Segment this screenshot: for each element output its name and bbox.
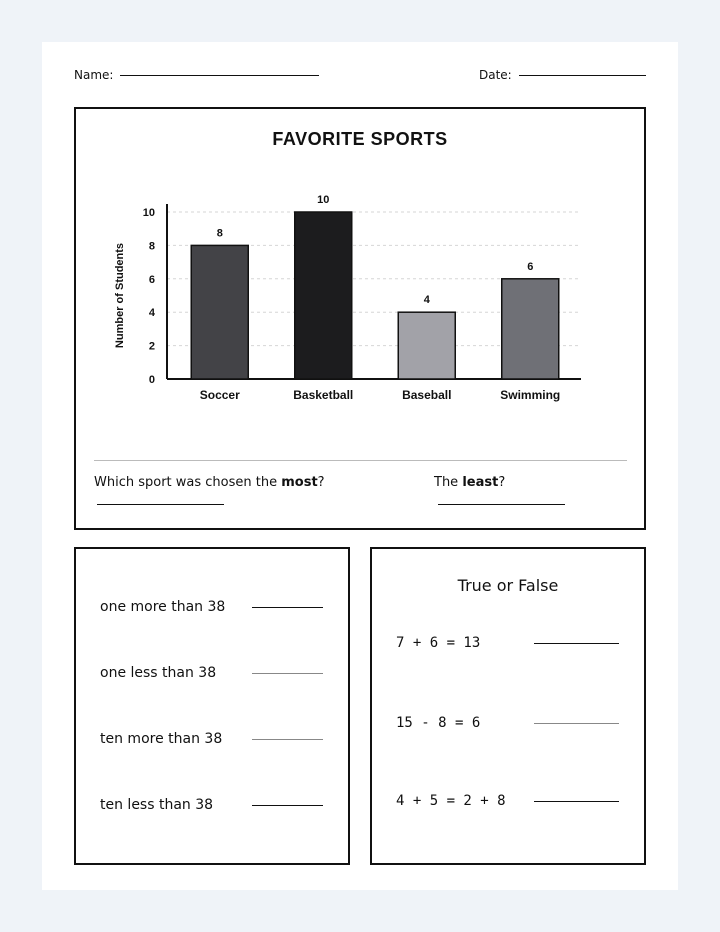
data-label-baseball: 4 <box>423 294 430 307</box>
date-label: Date: <box>479 68 512 82</box>
true-false-title: True or False <box>457 576 559 595</box>
y-tick-label: 0 <box>148 374 155 386</box>
name-line[interactable] <box>120 75 319 76</box>
answer-line-one-more[interactable] <box>252 607 323 608</box>
number-sense-panel <box>74 547 350 865</box>
answer-line-equation-2[interactable] <box>534 723 619 724</box>
bar-swimming <box>502 279 559 379</box>
name-label: Name: <box>74 68 114 82</box>
bar-basketball <box>295 212 352 379</box>
answer-line-ten-less[interactable] <box>252 805 323 806</box>
equation-2: 15 - 8 = 6 <box>396 715 481 731</box>
date-line[interactable] <box>519 75 646 76</box>
x-tick-label-baseball: Baseball <box>402 388 452 402</box>
bar-chart <box>76 109 644 454</box>
prompt-ten-more: ten more than 38 <box>100 731 223 747</box>
answer-line-ten-more[interactable] <box>252 739 323 740</box>
equation-3: 4 + 5 = 2 + 8 <box>396 793 506 809</box>
answer-line-one-less[interactable] <box>252 673 323 674</box>
y-tick-label: 6 <box>148 273 155 286</box>
bar-chart-panel <box>74 107 646 530</box>
answer-line-least[interactable] <box>438 504 565 505</box>
worksheet <box>42 42 678 890</box>
prompt-ten-less: ten less than 38 <box>100 797 214 813</box>
y-tick-label: 8 <box>148 240 155 253</box>
x-tick-label-soccer: Soccer <box>199 388 240 402</box>
bar-baseball <box>398 312 455 379</box>
answer-line-most[interactable] <box>97 504 224 505</box>
answer-line-equation-1[interactable] <box>534 643 619 644</box>
data-label-swimming: 6 <box>527 260 534 273</box>
data-label-basketball: 10 <box>317 194 330 206</box>
bar-soccer <box>191 245 248 379</box>
question-least: The least? <box>434 475 506 490</box>
answer-line-equation-3[interactable] <box>534 801 619 802</box>
x-tick-label-swimming: Swimming <box>500 388 561 402</box>
y-tick-label: 4 <box>148 307 155 320</box>
y-axis-label: Number of Students <box>114 242 126 349</box>
question-most: Which sport was chosen the most? <box>94 475 325 490</box>
chart-title: FAVORITE SPORTS <box>272 129 448 149</box>
true-false-panel <box>370 547 646 865</box>
x-tick-label-basketball: Basketball <box>293 388 354 402</box>
prompt-one-less: one less than 38 <box>100 665 217 681</box>
equation-1: 7 + 6 = 13 <box>396 635 481 651</box>
data-label-soccer: 8 <box>216 227 223 240</box>
y-tick-label: 2 <box>148 340 155 353</box>
y-tick-label: 10 <box>142 207 155 219</box>
prompt-one-more: one more than 38 <box>100 599 226 615</box>
chart-divider <box>94 460 627 461</box>
